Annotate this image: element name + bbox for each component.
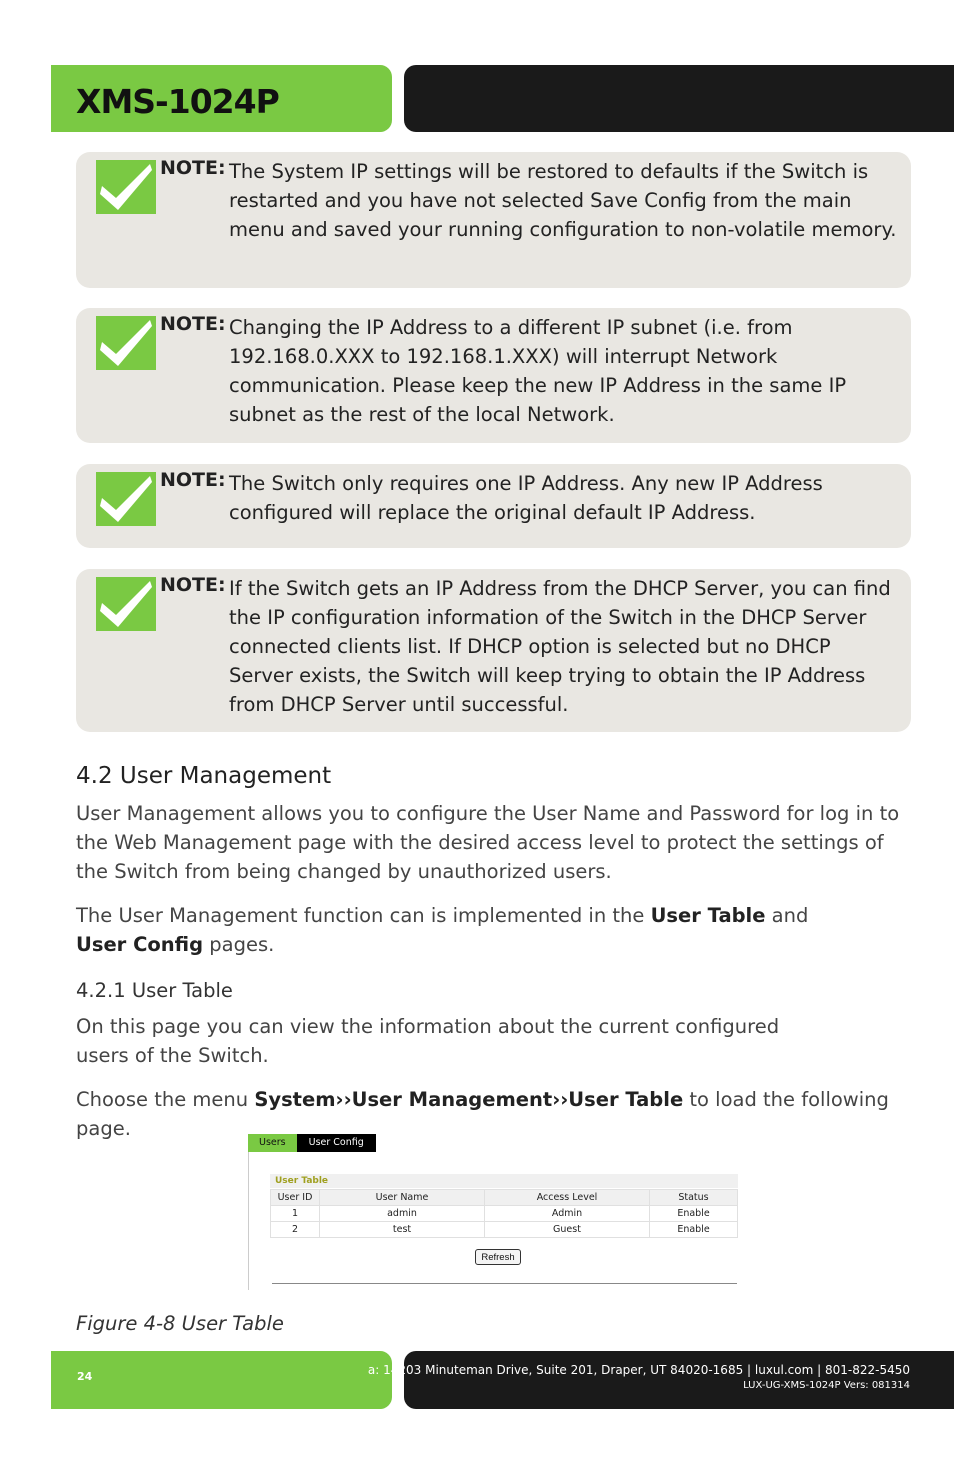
table-cell: Guest [485, 1222, 650, 1238]
table-row [271, 1222, 738, 1238]
footer-doc-version: LUX-UG-XMS-1024P Vers: 081314 [743, 1380, 910, 1391]
figure-caption: Figure 4-8 User Table [76, 1312, 284, 1335]
menu-text-post: to load the following page. [76, 1088, 889, 1140]
impl-text-post: pages. [203, 933, 275, 956]
table-cell: admin [320, 1206, 485, 1222]
implementation-paragraph [76, 901, 906, 959]
note-box-4 [76, 569, 911, 732]
footer-info-bar [367, 1351, 954, 1409]
note-label: NOTE: [160, 313, 226, 335]
checkmark-icon [96, 472, 156, 526]
section-heading: 4.2 User Management [76, 763, 332, 789]
note-text: The Switch only requires one IP Address. Any new IP Address configured will replace the original default IP Address. [229, 472, 823, 524]
checkmark-icon [96, 316, 156, 370]
screenshot-bottom-rule [272, 1283, 737, 1284]
menu-path: System››User Management››User Table [254, 1088, 684, 1111]
subsection-heading: 4.2.1 User Table [76, 979, 233, 1002]
checkmark-icon [96, 160, 156, 214]
impl-bold-user-table: User Table [650, 904, 766, 927]
table-row [271, 1206, 738, 1222]
table-cell: 1 [271, 1206, 320, 1222]
table-cell: Enable [650, 1206, 738, 1222]
footer-page-bar [51, 1351, 392, 1409]
screenshot-left-border [248, 1146, 249, 1290]
table-title: User Table [270, 1174, 738, 1188]
column-header: Access Level [485, 1190, 650, 1206]
note-label: NOTE: [160, 469, 226, 491]
footer-address: a: 14203 Minuteman Drive, Suite 201, Draper, UT 84020-1685 | luxul.com | 801-822-5450 [367, 1363, 910, 1377]
subsection-intro: On this page you can view the information about the current configured users of the Switch. [76, 1015, 780, 1067]
table-cell: test [320, 1222, 485, 1238]
page-number: 24 [77, 1370, 93, 1383]
header-dark-bar [404, 65, 954, 132]
note-label: NOTE: [160, 574, 226, 596]
column-header: User Name [320, 1190, 485, 1206]
checkmark-icon [96, 577, 156, 631]
refresh-button[interactable]: Refresh [475, 1249, 521, 1265]
column-header: Status [650, 1190, 738, 1206]
note-text: The System IP settings will be restored to defaults if the Switch is restarted and you have not selected Save Config from the main menu and saved your running configuration to non-volatile memory. [229, 160, 897, 241]
note-text: If the Switch gets an IP Address from the DHCP Server, you can find the IP configuration information of the Switch in the DHCP Server connected clients list. If DHCP option is selected but no DHCP Server exists, the Switch will keep trying to obtain the IP Address from DHCP Server until successful. [229, 577, 891, 716]
section-intro: User Management allows you to configure the User Name and Password for log in to the Web Management page with the desired access level to protect the settings of the Switch from being changed by unauthorized users. [76, 802, 900, 883]
impl-bold-user-config: User Config [76, 933, 204, 956]
note-box-3 [76, 464, 911, 548]
header-title-bar [51, 65, 392, 132]
tab-users[interactable]: Users [248, 1134, 297, 1152]
tab-user-config[interactable]: User Config [297, 1134, 376, 1152]
note-label: NOTE: [160, 157, 226, 179]
note-box-1 [76, 152, 911, 288]
column-header: User ID [271, 1190, 320, 1206]
note-text: Changing the IP Address to a different IP subnet (i.e. from 192.168.0.XXX to 192.168.1.XXX) will interrupt Network communication. Please keep the new IP Address in the same IP subnet as the rest of the local Network. [229, 316, 847, 426]
table-header-row [271, 1190, 738, 1206]
screenshot-tabs [248, 1134, 376, 1152]
table-cell: 2 [271, 1222, 320, 1238]
page-title: XMS-1024P [76, 82, 279, 121]
impl-text-pre: The User Management function can is implemented in the [76, 904, 651, 927]
impl-text-mid: and [765, 904, 809, 927]
note-box-2 [76, 308, 911, 443]
table-cell: Admin [485, 1206, 650, 1222]
user-table-screenshot [248, 1134, 738, 1290]
user-table [270, 1189, 738, 1238]
menu-text-pre: Choose the menu [76, 1088, 255, 1111]
table-cell: Enable [650, 1222, 738, 1238]
